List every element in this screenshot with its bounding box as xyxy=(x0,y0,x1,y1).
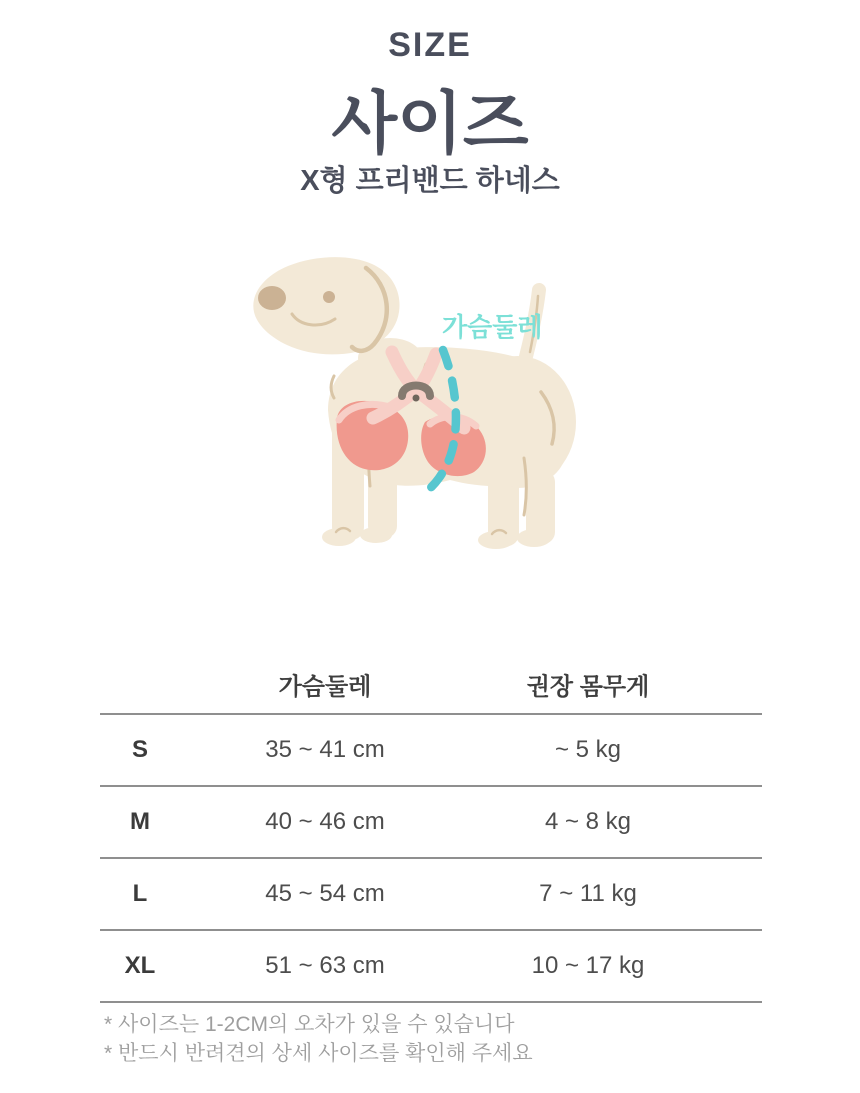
footnote-tolerance: * 사이즈는 1-2CM의 오차가 있을 수 있습니다 xyxy=(104,1013,515,1036)
weight-value: 10 ~ 17 kg xyxy=(531,952,645,979)
chest-value: 35 ~ 41 cm xyxy=(265,736,385,763)
chest-value: 45 ~ 54 cm xyxy=(265,880,385,907)
size-eyebrow-heading: SIZE xyxy=(388,26,472,64)
table-row-l xyxy=(100,857,762,929)
table-row-xl xyxy=(100,929,762,1003)
chest-measure-label: 가슴둘레 xyxy=(442,312,543,342)
size-label: XL xyxy=(124,952,156,979)
dog-eye xyxy=(323,291,335,303)
size-footnotes xyxy=(104,1010,533,1068)
product-subtitle: X형 프리밴드 하네스 xyxy=(300,165,560,197)
footnote-check-size: * 반드시 반려견의 상세 사이즈를 확인해 주세요 xyxy=(104,1042,533,1065)
size-label: M xyxy=(130,808,150,835)
page-title: 사이즈 xyxy=(331,86,529,162)
dog-illustration-svg xyxy=(240,250,600,570)
column-header-weight: 권장 몸무게 xyxy=(526,673,650,701)
dog-nose xyxy=(258,286,286,310)
weight-value: ~ 5 kg xyxy=(554,736,622,763)
chest-value: 40 ~ 46 cm xyxy=(265,808,385,835)
size-table-header-row xyxy=(100,655,762,713)
table-row-m xyxy=(100,785,762,857)
weight-value: 7 ~ 11 kg xyxy=(539,880,637,907)
size-label: S xyxy=(131,736,148,763)
weight-value: 4 ~ 8 kg xyxy=(544,808,632,835)
size-table xyxy=(100,655,762,1003)
chest-value: 51 ~ 63 cm xyxy=(265,952,385,979)
table-row-s xyxy=(100,713,762,785)
column-header-chest: 가슴둘레 xyxy=(278,673,372,701)
size-label: L xyxy=(132,880,148,907)
dog-harness-illustration xyxy=(240,250,600,570)
